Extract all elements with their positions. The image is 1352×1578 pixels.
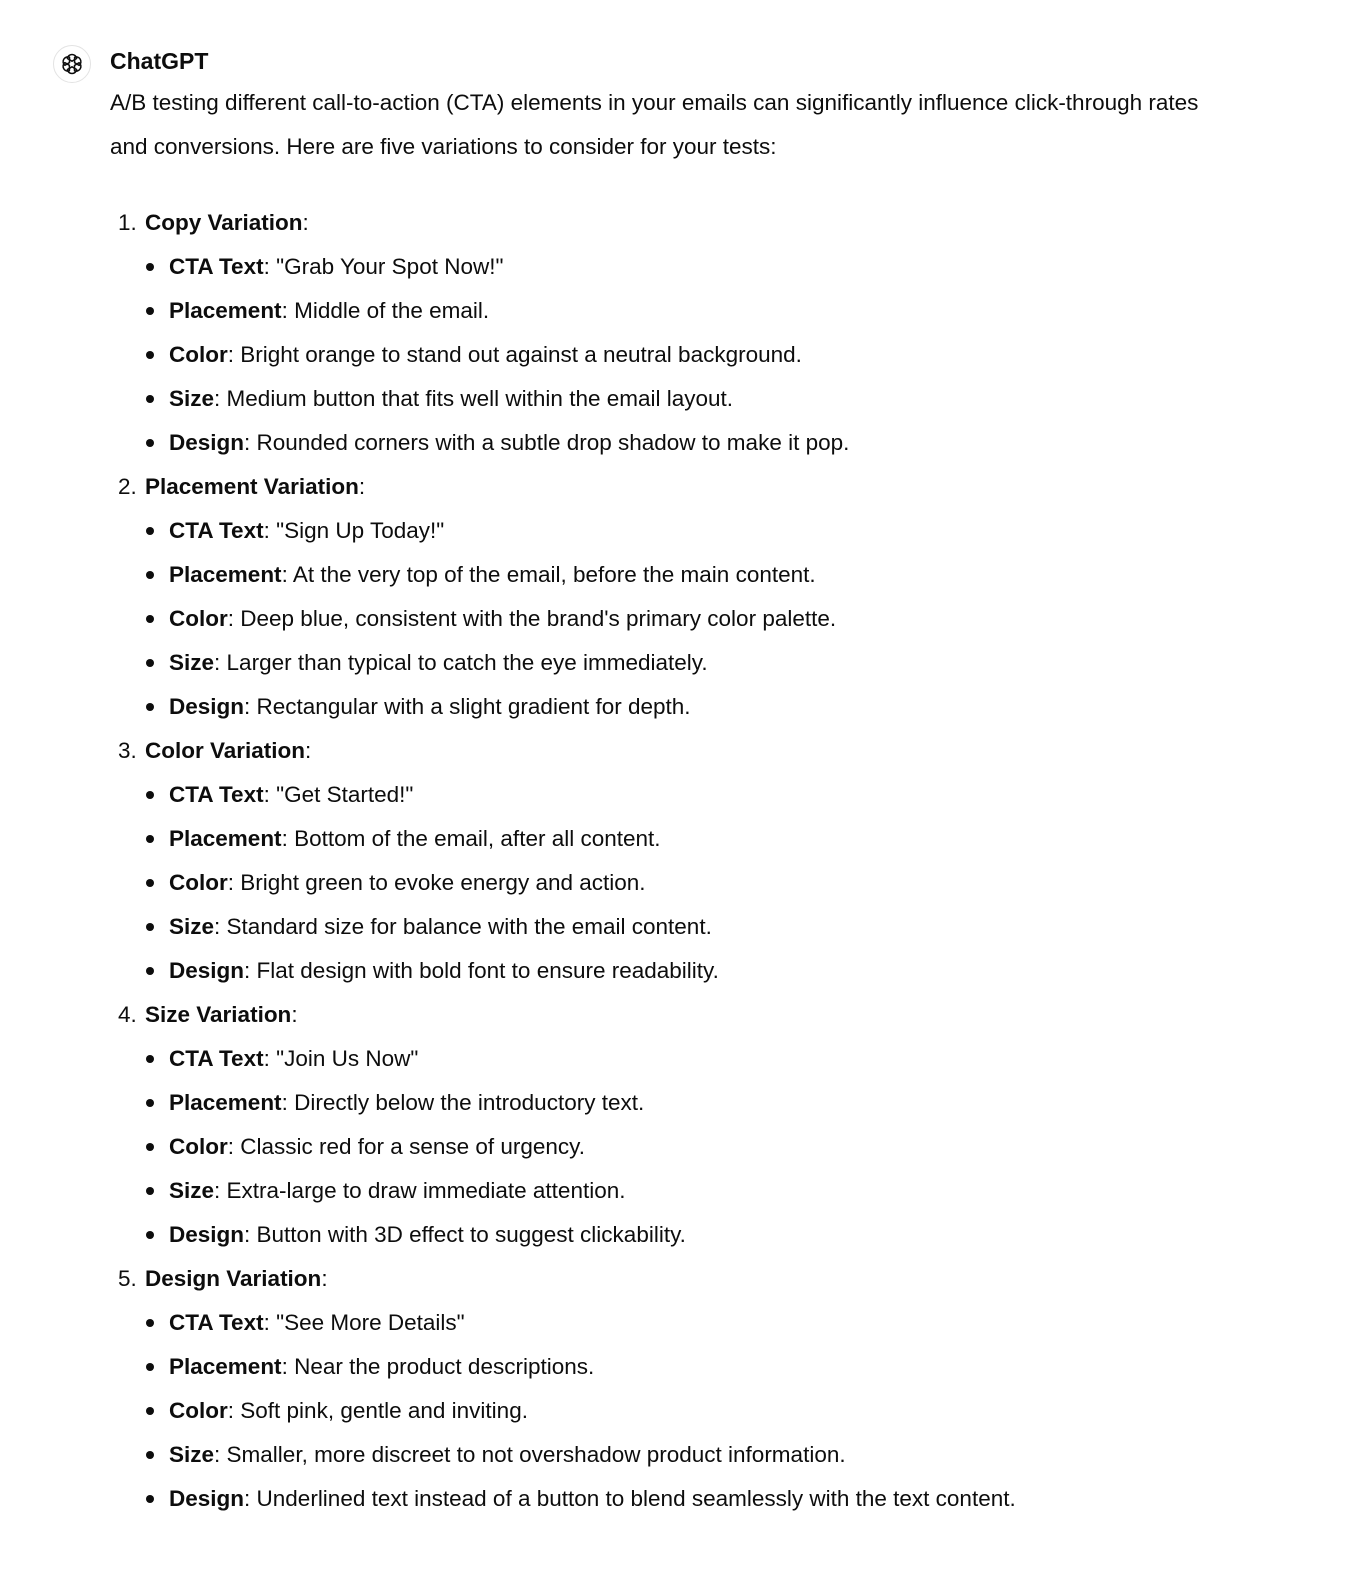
detail-label: CTA Text <box>169 1046 264 1071</box>
detail-text: Button with 3D effect to suggest clickability. <box>256 1222 686 1247</box>
detail-label: Color <box>169 870 228 895</box>
detail-item: Design: Button with 3D effect to suggest clickability. <box>145 1213 1220 1257</box>
intro-paragraph: A/B testing different call-to-action (CTA) elements in your emails can significantly influence click-through rates and conversions. Here are five variations to consider for your tests: <box>110 90 1199 159</box>
variation-number: 5. <box>118 1266 137 1291</box>
detail-label: Placement <box>169 298 282 323</box>
detail-label: Design <box>169 430 245 455</box>
detail-item: Placement: Near the product descriptions. <box>145 1345 1220 1389</box>
openai-logo-icon <box>59 51 85 77</box>
variation-title: Copy Variation <box>145 210 303 235</box>
detail-text: Near the product descriptions. <box>294 1354 595 1379</box>
detail-label: Design <box>169 958 245 983</box>
detail-item: Color: Bright green to evoke energy and action. <box>145 861 1220 905</box>
detail-label: Size <box>169 1178 215 1203</box>
detail-label: Size <box>169 1442 215 1467</box>
variation-item: 2. Placement Variation: CTA Text: "Sign Up Today!" Placement: At the very top of the email, before the main content. Color: Deep blue, consistent with the brand's primary color palette. Size: Larger than typical to catch the eye immediately. Design: Rectangular with a slight gradient for depth. <box>110 465 1220 729</box>
variation-item: 3. Color Variation: CTA Text: "Get Started!" Placement: Bottom of the email, after all content. Color: Bright green to evoke energy and action. Size: Standard size for balance with the email content. Design: Flat design with bold font to ensure readability. <box>110 729 1220 993</box>
detail-label: CTA Text <box>169 1310 264 1335</box>
detail-label: Design <box>169 1486 245 1511</box>
detail-text: Flat design with bold font to ensure readability. <box>256 958 719 983</box>
detail-text: Larger than typical to catch the eye immediately. <box>226 650 708 675</box>
detail-text: Middle of the email. <box>294 298 490 323</box>
detail-item: Color: Soft pink, gentle and inviting. <box>145 1389 1220 1433</box>
detail-label: Placement <box>169 562 282 587</box>
detail-text: Directly below the introductory text. <box>294 1090 645 1115</box>
detail-label: Color <box>169 342 228 367</box>
detail-label: CTA Text <box>169 782 264 807</box>
detail-item: Color: Bright orange to stand out against a neutral background. <box>145 333 1220 377</box>
detail-item: Design: Rounded corners with a subtle drop shadow to make it pop. <box>145 421 1220 465</box>
detail-label: Color <box>169 606 228 631</box>
author-name: ChatGPT <box>110 48 209 74</box>
detail-text: Medium button that fits well within the email layout. <box>226 386 734 411</box>
detail-item: Placement: At the very top of the email, before the main content. <box>145 553 1220 597</box>
detail-label: Placement <box>169 826 282 851</box>
detail-text: Extra-large to draw immediate attention. <box>226 1178 626 1203</box>
detail-text: Standard size for balance with the email content. <box>226 914 712 939</box>
detail-text: Rounded corners with a subtle drop shadow to make it pop. <box>256 430 850 455</box>
detail-item: Placement: Bottom of the email, after all content. <box>145 817 1220 861</box>
detail-item: CTA Text: "Join Us Now" <box>145 1037 1220 1081</box>
variation-item: 1. Copy Variation: CTA Text: "Grab Your Spot Now!" Placement: Middle of the email. Color: Bright orange to stand out against a neutral background. Size: Medium button that fits well within the email layout. Design: Rounded corners with a subtle drop shadow to make it pop. <box>110 201 1220 465</box>
variations-list <box>110 201 1220 1521</box>
detail-text: Classic red for a sense of urgency. <box>240 1134 586 1159</box>
detail-label: Size <box>169 650 215 675</box>
detail-item: Color: Classic red for a sense of urgency. <box>145 1125 1220 1169</box>
detail-text: Bright orange to stand out against a neutral background. <box>240 342 802 367</box>
detail-text: At the very top of the email, before the main content. <box>292 562 816 587</box>
detail-text: "Join Us Now" <box>276 1046 419 1071</box>
message-content <box>110 81 1220 1521</box>
detail-text: Rectangular with a slight gradient for depth. <box>256 694 691 719</box>
detail-item: Placement: Directly below the introductory text. <box>145 1081 1220 1125</box>
detail-label: Placement <box>169 1090 282 1115</box>
detail-text: Bright green to evoke energy and action. <box>240 870 646 895</box>
variation-number: 1. <box>118 210 137 235</box>
detail-label: CTA Text <box>169 518 264 543</box>
variation-details-list <box>145 773 1220 993</box>
detail-text: "See More Details" <box>276 1310 465 1335</box>
detail-item: Color: Deep blue, consistent with the brand's primary color palette. <box>145 597 1220 641</box>
detail-item: CTA Text: "Grab Your Spot Now!" <box>145 245 1220 289</box>
detail-item: Size: Larger than typical to catch the eye immediately. <box>145 641 1220 685</box>
detail-item: Placement: Middle of the email. <box>145 289 1220 333</box>
variation-number: 3. <box>118 738 137 763</box>
variation-item: 5. Design Variation: CTA Text: "See More Details" Placement: Near the product descriptions. Color: Soft pink, gentle and inviting. Size: Smaller, more discreet to not overshadow product information. Design: Underlined text instead of a button to blend seamlessly with the text content. <box>110 1257 1220 1521</box>
variation-title: Size Variation <box>145 1002 292 1027</box>
detail-label: Placement <box>169 1354 282 1379</box>
detail-item: Size: Medium button that fits well within the email layout. <box>145 377 1220 421</box>
detail-item: Size: Smaller, more discreet to not overshadow product information. <box>145 1433 1220 1477</box>
detail-label: Color <box>169 1398 228 1423</box>
detail-text: Deep blue, consistent with the brand's primary color palette. <box>240 606 837 631</box>
detail-text: Bottom of the email, after all content. <box>294 826 661 851</box>
detail-label: Size <box>169 914 215 939</box>
detail-item: Design: Underlined text instead of a button to blend seamlessly with the text content. <box>145 1477 1220 1521</box>
detail-item: CTA Text: "Sign Up Today!" <box>145 509 1220 553</box>
variation-item: 4. Size Variation: CTA Text: "Join Us Now" Placement: Directly below the introductory text. Color: Classic red for a sense of urgency. Size: Extra-large to draw immediate attention. Design: Button with 3D effect to suggest clickability. <box>110 993 1220 1257</box>
detail-text: "Sign Up Today!" <box>276 518 445 543</box>
detail-label: Color <box>169 1134 228 1159</box>
variation-details-list <box>145 1301 1220 1521</box>
chatgpt-avatar <box>53 45 91 83</box>
detail-item: Size: Standard size for balance with the email content. <box>145 905 1220 949</box>
detail-item: CTA Text: "Get Started!" <box>145 773 1220 817</box>
variation-title: Design Variation <box>145 1266 322 1291</box>
detail-label: CTA Text <box>169 254 264 279</box>
detail-item: Design: Rectangular with a slight gradient for depth. <box>145 685 1220 729</box>
detail-text: Soft pink, gentle and inviting. <box>240 1398 528 1423</box>
variation-title: Placement Variation <box>145 474 359 499</box>
variation-number: 4. <box>118 1002 137 1027</box>
detail-text: Smaller, more discreet to not overshadow product information. <box>226 1442 846 1467</box>
variation-details-list <box>145 509 1220 729</box>
detail-item: CTA Text: "See More Details" <box>145 1301 1220 1345</box>
variation-details-list <box>145 1037 1220 1257</box>
detail-text: Underlined text instead of a button to blend seamlessly with the text content. <box>256 1486 1016 1511</box>
detail-label: Design <box>169 1222 245 1247</box>
detail-label: Design <box>169 694 245 719</box>
variation-number: 2. <box>118 474 137 499</box>
detail-text: "Get Started!" <box>276 782 414 807</box>
detail-label: Size <box>169 386 215 411</box>
variation-title: Color Variation <box>145 738 306 763</box>
detail-item: Design: Flat design with bold font to ensure readability. <box>145 949 1220 993</box>
detail-text: "Grab Your Spot Now!" <box>276 254 504 279</box>
detail-item: Size: Extra-large to draw immediate attention. <box>145 1169 1220 1213</box>
variation-details-list <box>145 245 1220 465</box>
